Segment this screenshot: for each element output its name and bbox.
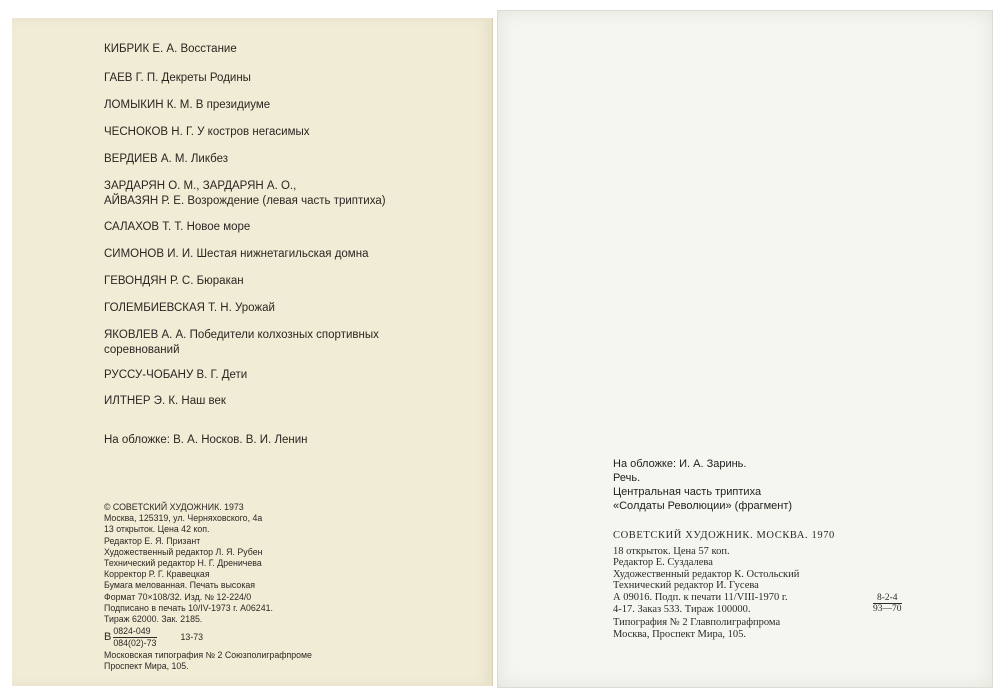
imprint-line: Тираж 62000. Зак. 2185. — [104, 614, 203, 625]
imprint-line: Типография № 2 Главполиграфпрома — [613, 617, 781, 629]
fraction-denominator: 93—70 — [873, 603, 902, 614]
list-item: ЗАРДАРЯН О. М., ЗАРДАРЯН А. О., АЙВАЗЯН Р. Е. Возрождение (левая часть триптиха) — [104, 180, 386, 207]
list-item: СИМОНОВ И. И. Шестая нижнетагильская домна — [104, 248, 369, 260]
imprint-line: 18 открыток. Цена 57 коп. — [613, 545, 730, 557]
cover-caption-line: Центральная часть триптиха — [613, 486, 762, 498]
list-item: КИБРИК Е. А. Восстание — [104, 43, 237, 55]
left-page — [12, 18, 493, 686]
imprint-line: Московская типография № 2 Союзполиграфпроме — [104, 649, 312, 660]
fraction-numerator: 8-2-4 — [873, 593, 902, 604]
list-item: ЛОМЫКИН К. М. В президиуме — [104, 99, 271, 111]
list-item: ВЕРДИЕВ А. М. Ликбез — [104, 153, 228, 165]
list-item: ГАЕВ Г. П. Декреты Родины — [104, 72, 251, 84]
index-numerator: 0824-049 — [113, 626, 156, 638]
imprint-line: 4-17. Заказ 533. Тираж 100000. — [613, 603, 751, 615]
list-item: ЧЕСНОКОВ Н. Г. У костров негасимых — [104, 126, 310, 138]
cover-caption: На обложке: В. А. Носков. В. И. Ленин — [104, 434, 308, 446]
right-page — [497, 10, 993, 688]
cover-caption-block — [613, 457, 973, 513]
imprint-line: Формат 70×108/32. Изд. № 12-224/0 — [104, 591, 252, 602]
imprint-block — [104, 502, 404, 672]
index-denominator: 084(02)-73 — [113, 638, 157, 649]
list-item: ГЕВОНДЯН Р. С. Бюракан — [104, 275, 244, 287]
list-item: САЛАХОВ Т. Т. Новое море — [104, 221, 251, 233]
imprint-line: Редактор Е. Я. Призант — [104, 535, 201, 546]
imprint-line: А 09016. Подп. к печати 11/VIII-1970 г. — [613, 591, 788, 603]
imprint-line: Художественный редактор К. Остольский — [613, 568, 800, 580]
imprint-line: Москва, Проспект Мира, 105. — [613, 628, 747, 640]
imprint-line: Технический редактор И. Гусева — [613, 580, 759, 592]
list-item: ГОЛЕМБИЕВСКАЯ Т. Н. Урожай — [104, 302, 275, 314]
imprint-line: 13 открыток. Цена 42 коп. — [104, 524, 210, 535]
imprint-line: Корректор Р. Г. Кравецкая — [104, 569, 210, 580]
cover-caption-line: Речь. — [613, 472, 641, 484]
list-item: ЯКОВЛЕВ А. А. Победители колхозных спортивных соревнований — [104, 329, 379, 356]
index-number: 13-73 — [180, 632, 204, 643]
order-fraction — [873, 593, 902, 614]
index-letter: В — [104, 631, 112, 644]
imprint-line: © СОВЕТСКИЙ ХУДОЖНИК. 1973 — [104, 502, 244, 512]
cover-caption-line: «Солдаты Революции» (фрагмент) — [613, 500, 793, 512]
index-fraction — [113, 626, 156, 649]
imprint-line: Москва, 125319, ул. Черняховского, 4а — [104, 513, 263, 524]
imprint-line: Подписано в печать 10/IV-1973 г. А06241. — [104, 602, 273, 613]
imprint-line: Технический редактор Н. Г. Дреничева — [104, 558, 262, 569]
publisher-line: СОВЕТСКИЙ ХУДОЖНИК. МОСКВА. 1970 — [613, 530, 835, 541]
imprint-line: Проспект Мира, 105. — [104, 660, 189, 671]
print-details — [613, 592, 983, 615]
cover-caption-line: На обложке: И. А. Заринь. — [613, 458, 747, 470]
list-item: РУССУ-ЧОБАНУ В. Г. Дети — [104, 369, 248, 381]
imprint-line: Бумага мелованная. Печать высокая — [104, 580, 256, 591]
index-code — [104, 626, 404, 649]
imprint-line: Редактор Е. Суздалева — [613, 557, 713, 569]
list-item: ИЛТНЕР Э. К. Наш век — [104, 395, 226, 407]
imprint-block — [613, 530, 983, 640]
imprint-line: Художественный редактор Л. Я. Рубен — [104, 546, 263, 557]
